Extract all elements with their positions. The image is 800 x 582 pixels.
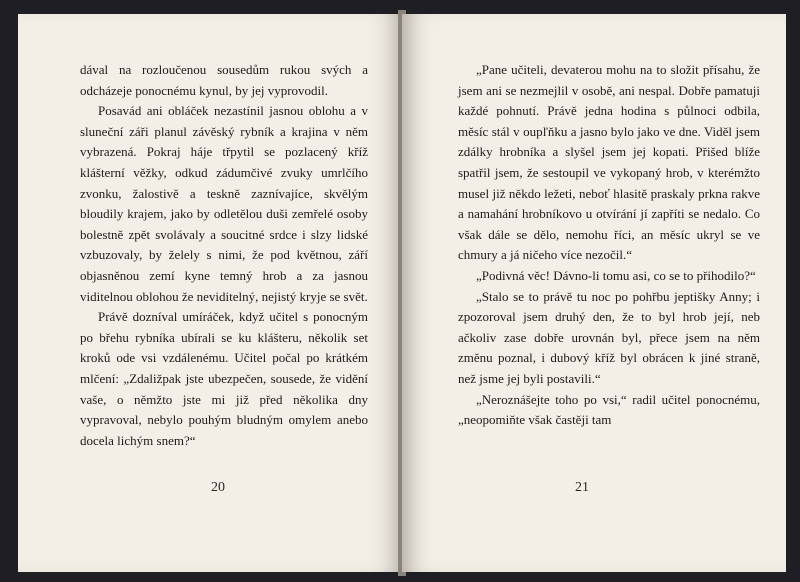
paragraph: „Podivná věc! Dávno-li tomu asi, co se to přihodilo?“ (476, 267, 756, 283)
paragraph: Posavád ani obláček nezastínil jasnou oblohu a v sluneční záři planul závěský rybník a krajina v něm vybrazená. Pokraj háje třpytil se pozlacený kříž klášterní věžky, odkud zádumčivé zvuky umrlčího zvonku, žalostivě a teskně zaznívajíce, skvělým bloudily krajem, jako by odletělou duši zemřelé osoby bolestně zpět svolávaly a soucitné srdce i slzy lidské vzbuzovaly, by želely s nimi, že pod květnou, září objasněnou zemí kyne temný hrob a za jasnou viditelnou oblohou že neviditelný, nejistý kryje se svět. (80, 103, 368, 304)
paragraph: dával na rozloučenou sousedům rukou svých a odcházeje ponocnému kynul, by jej vyprovodil. (80, 62, 368, 98)
page-number-right: 21 (575, 480, 589, 495)
paragraph: „Pane učiteli, devaterou mohu na to složit přísahu, že jsem ani se nezmejlil v osobě, ani nespal. Dobře pamatuji každé pohnutí. Právě jedna hodina s půlnoci odbila, měsíc stál v oupľňku a jasno bylo jako ve dne. Viděl jsem zdálky hrobníka a slyšel jsem jej kopati. Přišed blíže spatřil jsem, že sestoupil ve vykopaný hrob, v kterémžto musel již někdo ležeti, neboť hlasitě praskaly prkna rakve a namahání hrobníkovo u otvírání jí zapříti se nedalo. Co však dále se dělo, nemohu říci, an měsíc ukryl se ve chmury a já ničeho více nezočil.“ (458, 62, 760, 263)
left-page (18, 14, 402, 572)
paragraph: „Stalo se to právě tu noc po pohřbu jeptišky Anny; i zpozoroval jsem druhý den, že to byl hrob její, neb ačkoliv zase dobře urovnán byl, přece jsem na něm změnu poznal, i dubový kříž byl obrácen k jiné straně, než jsme jej byli postavili.“ (458, 288, 760, 386)
paragraph: „Neroznášejte toho po vsi,“ radil učitel ponocnému, „neopomiňte však častěji tam (458, 391, 760, 428)
right-page (402, 14, 786, 572)
page-number-left: 20 (211, 480, 225, 495)
right-page-text (458, 60, 760, 431)
left-page-text (80, 60, 368, 451)
paragraph: Právě dozníval umíráček, když učitel s ponocným po břehu rybníka ubírali se ku klášteru, několik set kroků ode vsi vzdálenému. Učitel počal po krátkém mlčení: „Zdaližpak jste ubezpečen, sousede, že vidění vaše, o němžto jste mi již před několika dny vypravoval, nebylo pouhým bludným omylem anebo docela lichým snem?“ (80, 309, 368, 448)
